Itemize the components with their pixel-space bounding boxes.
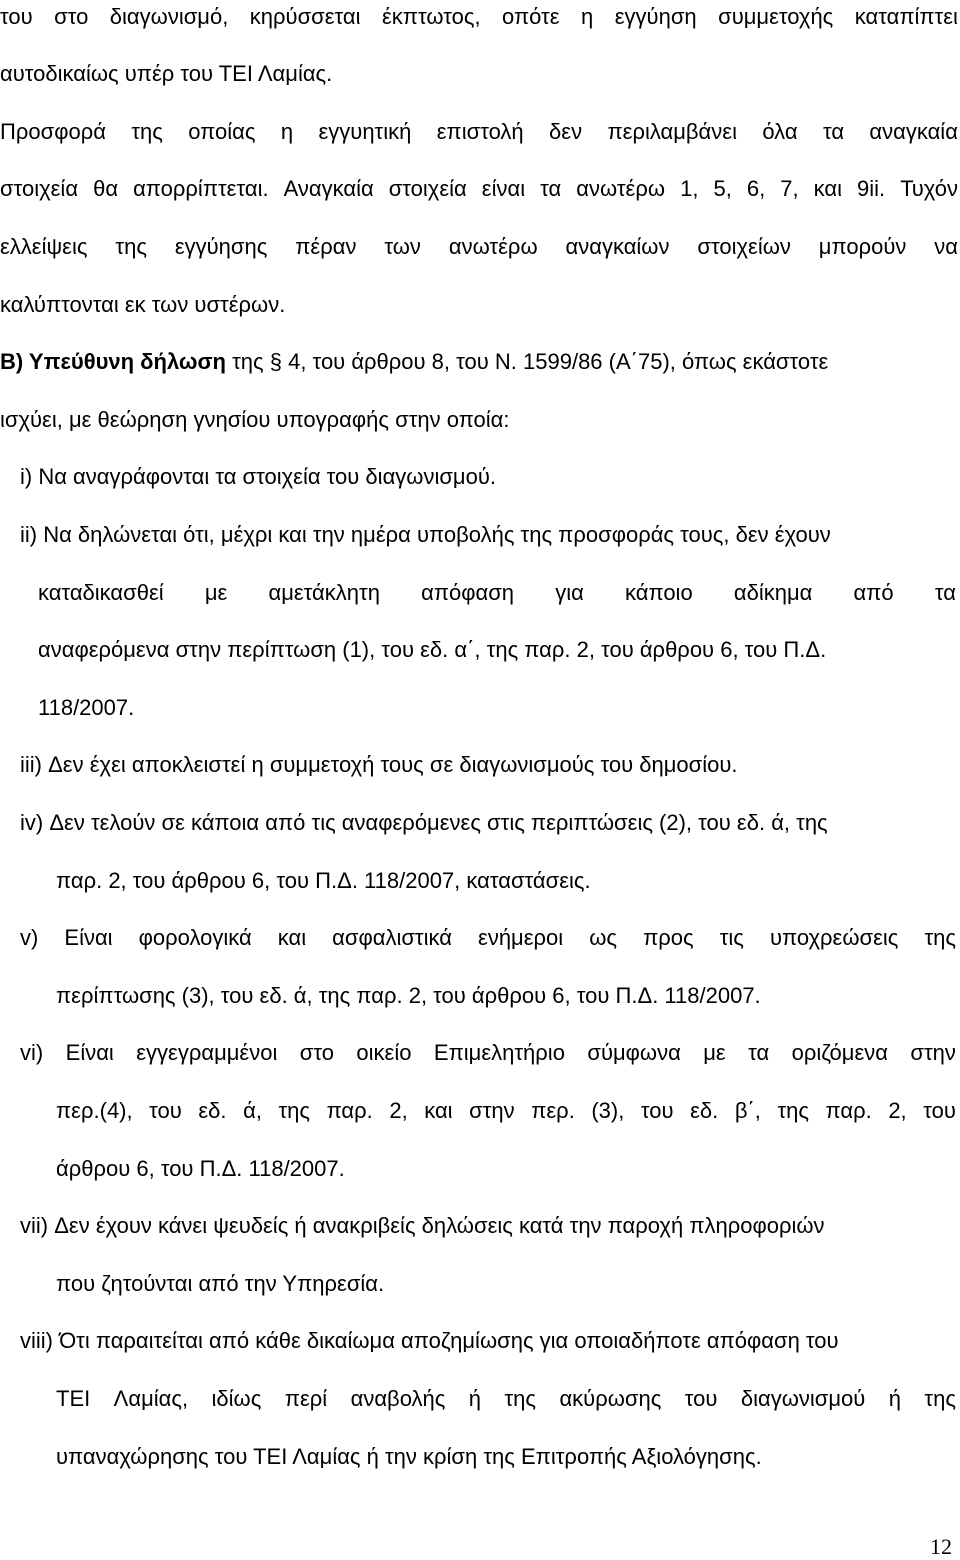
item-ii-line-1: ii) Να δηλώνεται ότι, μέχρι και την ημέρα υποβολής της προσφοράς τους, δεν έχουν	[20, 522, 831, 547]
item-ii-line-2: καταδικασθεί με αμετάκλητη απόφαση για κάποιο αδίκημα από τα	[38, 580, 956, 605]
paragraph-2-line-2: στοιχεία θα απορρίπτεται. Αναγκαία στοιχεία είναι τα ανωτέρω 1, 5, 6, 7, και 9ii. Τυχόν	[0, 176, 958, 201]
paragraph-1-line-1: του στο διαγωνισμό, κηρύσσεται έκπτωτος, οπότε η εγγύηση συμμετοχής καταπίπτει	[0, 4, 958, 29]
item-vi-line-1: vi) Είναι εγγεγραμμένοι στο οικείο Επιμελητήριο σύμφωνα με τα οριζόμενα στην	[20, 1040, 956, 1065]
item-ii-line-4: 118/2007.	[38, 695, 135, 720]
item-viii-line-3: υπαναχώρησης του ΤΕΙ Λαμίας ή την κρίση της Επιτροπής Αξιολόγησης.	[56, 1444, 762, 1469]
section-b-heading: Β) Υπεύθυνη δήλωση	[0, 349, 226, 374]
item-vii-line-2: που ζητούνται από την Υπηρεσία.	[56, 1271, 385, 1296]
item-viii-line-1: viii) Ότι παραιτείται από κάθε δικαίωμα αποζημίωσης για οποιαδήποτε απόφαση του	[20, 1328, 839, 1353]
paragraph-2-line-4: καλύπτονται εκ των υστέρων.	[0, 292, 286, 317]
paragraph-1-line-2: αυτοδικαίως υπέρ του ΤΕΙ Λαμίας.	[0, 61, 333, 86]
item-vi-line-3: άρθρου 6, του Π.Δ. 118/2007.	[56, 1156, 345, 1181]
section-b-heading-rest: της § 4, του άρθρου 8, του Ν. 1599/86 (Α΄75), όπως εκάστοτε	[226, 349, 829, 374]
item-ii-line-3: αναφερόμενα στην περίπτωση (1), του εδ. α΄, της παρ. 2, του άρθρου 6, του Π.Δ.	[38, 637, 827, 662]
item-iv-line-2: παρ. 2, του άρθρου 6, του Π.Δ. 118/2007, καταστάσεις.	[56, 868, 591, 893]
item-i: i) Να αναγράφονται τα στοιχεία του διαγωνισμού.	[20, 464, 496, 489]
paragraph-2-line-1: Προσφορά της οποίας η εγγυητική επιστολή δεν περιλαμβάνει όλα τα αναγκαία	[0, 119, 958, 144]
section-b-line-2: ισχύει, με θεώρηση γνησίου υπογραφής στην οποία:	[0, 407, 510, 432]
item-v-line-2: περίπτωσης (3), του εδ. ά, της παρ. 2, του άρθρου 6, του Π.Δ. 118/2007.	[56, 983, 761, 1008]
paragraph-2-line-3: ελλείψεις της εγγύησης πέραν των ανωτέρω αναγκαίων στοιχείων μπορούν να	[0, 234, 958, 259]
item-vii-line-1: vii) Δεν έχουν κάνει ψευδείς ή ανακριβείς δηλώσεις κατά την παροχή πληροφοριών	[20, 1213, 825, 1238]
item-iv-line-1: iv) Δεν τελούν σε κάποια από τις αναφερόμενες στις περιπτώσεις (2), του εδ. ά, της	[20, 810, 828, 835]
item-v-line-1: v) Είναι φορολογικά και ασφαλιστικά ενήμεροι ως προς τις υποχρεώσεις της	[20, 925, 956, 950]
item-iii: iii) Δεν έχει αποκλειστεί η συμμετοχή τους σε διαγωνισμούς του δημοσίου.	[20, 752, 738, 777]
section-b-line-1	[0, 349, 958, 375]
page-number: 12	[930, 1534, 952, 1559]
item-viii-line-2: ΤΕΙ Λαμίας, ιδίως περί αναβολής ή της ακύρωσης του διαγωνισμού ή της	[56, 1386, 956, 1411]
item-vi-line-2: περ.(4), του εδ. ά, της παρ. 2, και στην περ. (3), του εδ. β΄, της παρ. 2, του	[56, 1098, 956, 1123]
